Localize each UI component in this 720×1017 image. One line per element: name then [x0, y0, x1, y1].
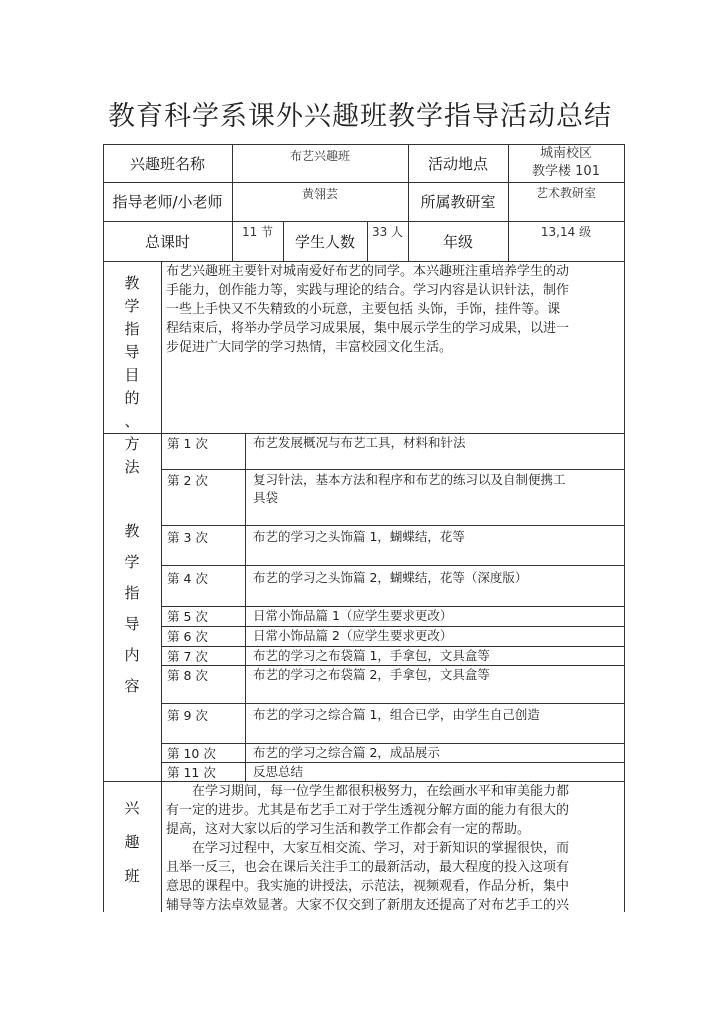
location-line-2: 教学楼 101	[532, 164, 600, 179]
session-content: 反思总结	[253, 764, 304, 779]
session-content: 日常小饰品篇 1（应学生要求更改）	[253, 608, 453, 623]
session-content: 布艺发展概况与布艺工具，材料和针法	[253, 435, 466, 450]
session-no: 第 1 次	[167, 436, 208, 451]
office-label: 所属教研室	[420, 193, 496, 211]
goals-label: 教 学 指 导 目 的 、 方 法	[124, 274, 140, 476]
hours-label: 总课时	[144, 232, 190, 251]
students-label: 学生人数	[294, 232, 355, 251]
session-no: 第 7 次	[167, 649, 208, 664]
session-content: 布艺的学习之头饰篇 1，蝴蝶结，花等	[253, 529, 465, 544]
session-content: 日常小饰品篇 2（应学生要求更改）	[253, 628, 453, 643]
session-no: 第 9 次	[167, 708, 208, 723]
summary-label: 兴 趣 班	[124, 799, 140, 885]
teacher-label: 指导老师/小老师	[112, 193, 223, 211]
hours-value: 11 节	[241, 225, 274, 239]
session-content: 布艺的学习之布袋篇 2，手拿包，文具盒等	[253, 667, 490, 682]
session-content: 布艺的学习之布袋篇 1，手拿包，文具盒等	[253, 648, 490, 663]
content-label: 教 学 指 导 内 容	[124, 522, 140, 695]
session-no: 第 6 次	[167, 629, 208, 644]
document-title: 教育科学系课外兴趣班教学指导活动总结	[108, 101, 612, 132]
class-name-label: 兴趣班名称	[129, 154, 205, 173]
location-line-1: 城南校区	[539, 146, 592, 161]
teacher-value: 黄翎芸	[301, 187, 338, 201]
location-value	[508, 145, 624, 181]
students-value: 33 人	[371, 225, 404, 239]
session-content: 布艺的学习之综合篇 1，组合已学，由学生自己创造	[253, 707, 540, 722]
grade-value: 13,14 级	[540, 225, 592, 239]
class-name-value: 布艺兴趣班	[289, 149, 350, 163]
session-no: 第 11 次	[167, 765, 216, 780]
session-no: 第 10 次	[167, 746, 216, 761]
session-no: 第 5 次	[167, 609, 208, 624]
session-content: 布艺的学习之头饰篇 2，蝴蝶结，花等（深度版）	[253, 570, 528, 585]
goals-text: 布艺兴趣班主要针对城南爱好布艺的同学。本兴趣班注重培养学生的动 手能力，创作能力等，实践与理论的结合。学习内容是认识针法，制作 一些上手快又不失精致的小玩意，主要包括 头饰，手饰，挂件等。课 程结束后，将举办学员学习成果展，集中展示学生的学习成果，以进一 步促进广大同学的学习热情，丰富校园文化生活。	[166, 264, 570, 355]
session-no: 第 2 次	[167, 473, 208, 488]
location-label: 活动地点	[427, 154, 488, 173]
session-content: 布艺的学习之综合篇 2，成品展示	[253, 745, 440, 760]
session-no: 第 4 次	[167, 571, 208, 586]
session-no: 第 8 次	[167, 668, 208, 683]
office-value: 艺术教研室	[535, 186, 596, 200]
grade-label: 年级	[442, 232, 473, 251]
session-no: 第 3 次	[167, 530, 208, 545]
session-content: 复习针法，基本方法和程序和布艺的练习以及自制便携工 具袋	[253, 472, 566, 505]
summary-text: 在学习期间，每一位学生都很积极努力，在绘画水平和审美能力都 有一定的进步。尤其是布艺手工对于学生透视分解方面的能力有很大的 提高，这对大家以后的学习生活和教学工作都会有一定的帮助。 在学习过程中，大家互相交流、学习，对于新知识的掌握很快，而 且举一反三，也会在课后关注手工的最新活动，最大程度的投入这项有 意思的课程中。我实施的讲授法，示范法，视频观看，作品分析，集中 辅导等方法卓效显著。大家不仅交到了新朋友还提高了对布艺手工的兴	[166, 784, 570, 913]
